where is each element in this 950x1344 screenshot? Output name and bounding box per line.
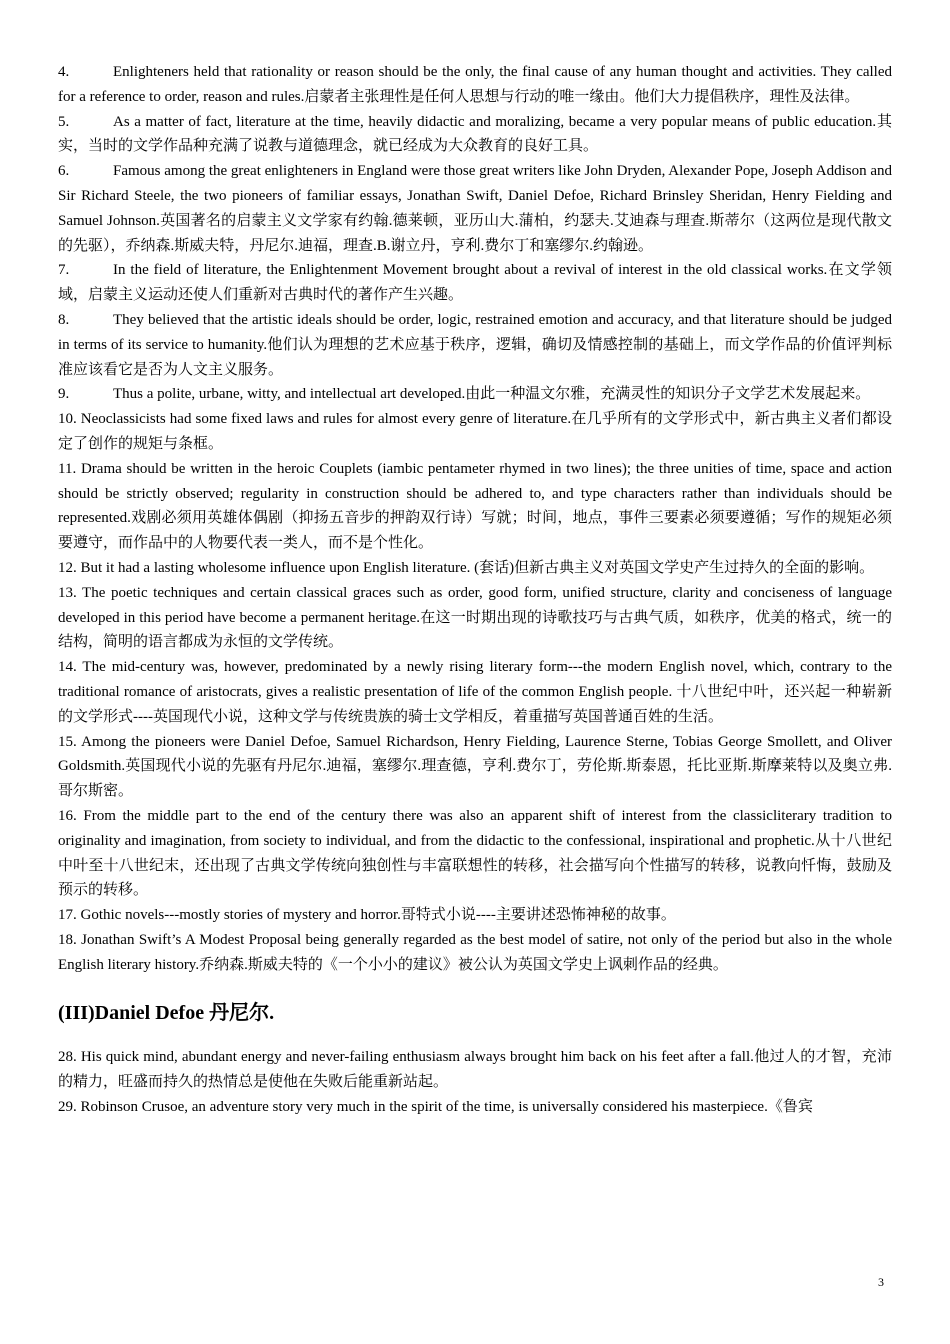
paragraph-28: 28. His quick mind, abundant energy and never-failing enthusiasm always brought him back on his feet after a fall.他过人的才智，充沛的精力，旺盛而持久的热情总是使他在失败后能重新站起。 <box>58 1049 892 1091</box>
paragraph-text: In the field of literature, the Enlightenment Movement brought about a revival of interest in the old classical works.在文学领域，启蒙主义运动还使人们重新对古典时代的著作产生兴趣。 <box>58 262 892 304</box>
paragraph-16: 16. From the middle part to the end of the century there was also an apparent shift of interest from the classicliterary tradition to originality and imagination, from society to individual, and from the didactic to the confessional, inspirational and prophetic.从十八世纪中叶至十八世纪末，还出现了古典文学传统向独创性与丰富联想性的转移，社会描写向个性描写的转移，说教向忏悔，鼓励及预示的转移。 <box>58 807 892 899</box>
paragraph-text: Enlighteners held that rationality or reason should be the only, the final cause of any human thought and activities. They called for a reference to order, reason and rules.启蒙者主张理性是任何人思想与行动的唯一缘由。他们大力提倡秩序，理性及法律。 <box>58 64 892 105</box>
paragraph-number: 5. <box>58 113 70 130</box>
paragraph-12: 12. But it had a lasting wholesome influence upon English literature. (套话)但新古典主义对英国文学史产生过持久的全面的影响。 <box>58 559 875 576</box>
paragraph-14: 14. The mid-century was, however, predominated by a newly rising literary form---the modern English novel, which, contrary to the traditional romance of aristocrats, gives a realistic presentation of life of the common English people. 十八世纪中叶，还兴起一种崭新的文学形式----英国现代小说，这种文学与传统贵族的骑士文学相反，着重描写英国普通百姓的生活。 <box>58 659 892 725</box>
paragraph-number: 9. <box>58 386 70 403</box>
paragraph-number: 4. <box>58 64 70 80</box>
paragraph-17: 17. Gothic novels---mostly stories of mystery and horror.哥特式小说----主要讲述恐怖神秘的故事。 <box>58 907 676 924</box>
paragraph-number: 8. <box>58 311 70 328</box>
page-number: 3 <box>878 1275 884 1289</box>
paragraph-11: 11. Drama should be written in the heroic Couplets (iambic pentameter rhymed in two lines); the three unities of time, space and action should be strictly observed; regularity in construction should be adhered to, and type characters rather than individuals should be represented.戏剧必须用英雄体偶剧（抑扬五音步的押韵双行诗）写就；时间，地点，事件三要素必须要遵循；写作的规矩必须要遵守，而作品中的人物要代表一类人，而不是个性化。 <box>58 460 892 552</box>
paragraph-number: 6. <box>58 163 70 180</box>
paragraph-10: 10. Neoclassicists had some fixed laws and rules for almost every genre of literature.在几乎所有的文学形式中，新古典主义者们都设定了创作的规矩与条框。 <box>58 411 892 452</box>
paragraph-15: 15. Among the pioneers were Daniel Defoe, Samuel Richardson, Henry Fielding, Laurence Sterne, Tobias George Smollett, and Oliver Goldsmith.英国现代小说的先驱有丹尼尔.迪福，塞缪尔.理查德，亨利.费尔丁，劳伦斯.斯泰恩，托比亚斯.斯摩莱特以及奥立弗.哥尔斯密。 <box>58 733 892 800</box>
paragraph-text: Famous among the great enlighteners in England were those great writers like John Dryden, Alexander Pope, Joseph Addison and Sir Richard Steele, the two pioneers of familiar essays, Jonathan Swift, Daniel Defoe, Richard Brinsley Sheridan, Henry Fielding and Samuel Johnson.英国著名的启蒙主义文学家有约翰.德莱顿，亚历山大.蒲柏，约瑟夫.艾迪森与理查.斯蒂尔（这两位是现代散文的先驱），乔纳森.斯威夫特，丹尼尔.迪福，理查.B.谢立丹，亨利.费尔丁和塞缪尔.约翰逊。 <box>58 163 892 254</box>
paragraph-6 <box>58 159 892 258</box>
paragraph-9 <box>58 382 892 407</box>
paragraph-8 <box>58 308 892 382</box>
paragraph-text: As a matter of fact, literature at the time, heavily didactic and moralizing, became a very popular means of public education.其实，当时的文学作品种充满了说教与道德理念，就已经成为大众教育的良好工具。 <box>58 113 892 155</box>
paragraph-13: 13. The poetic techniques and certain classical graces such as order, good form, unified structure, clarity and conciseness of language developed in this period have become a permanent heritage.在这一时期出现的诗歌技巧与古典气质，如秩序，优美的格式，统一的结构，简明的语言都成为永恒的文学传统。 <box>58 584 892 651</box>
paragraph-4 <box>58 60 892 110</box>
paragraph-number: 7. <box>58 262 70 279</box>
paragraph-18: 18. Jonathan Swift’s A Modest Proposal being generally regarded as the best model of satire, not only of the period but also in the whole English literary history.乔纳森.斯威夫特的《一个小小的建议》被公认为英国文学史上讽刺作品的经典。 <box>58 931 892 973</box>
section-heading: (III)Daniel Defoe 丹尼尔. <box>58 1002 275 1025</box>
paragraph-29: 29. Robinson Crusoe, an adventure story very much in the spirit of the time, is universally considered his masterpiece.《鲁宾 <box>58 1099 813 1116</box>
paragraph-5 <box>58 110 892 160</box>
document-page <box>58 60 892 1120</box>
paragraph-7 <box>58 258 892 308</box>
paragraph-text: They believed that the artistic ideals should be order, logic, restrained emotion and accuracy, and that literature should be judged in terms of its service to humanity.他们认为理想的艺术应基于秩序，逻辑，确切及情感控制的基础上，而文学作品的价值评判标准应该看它是否为人文主义服务。 <box>58 311 892 378</box>
paragraph-text: Thus a polite, urbane, witty, and intellectual art developed.由此一种温文尔雅，充满灵性的知识分子文学艺术发展起来。 <box>113 386 871 403</box>
